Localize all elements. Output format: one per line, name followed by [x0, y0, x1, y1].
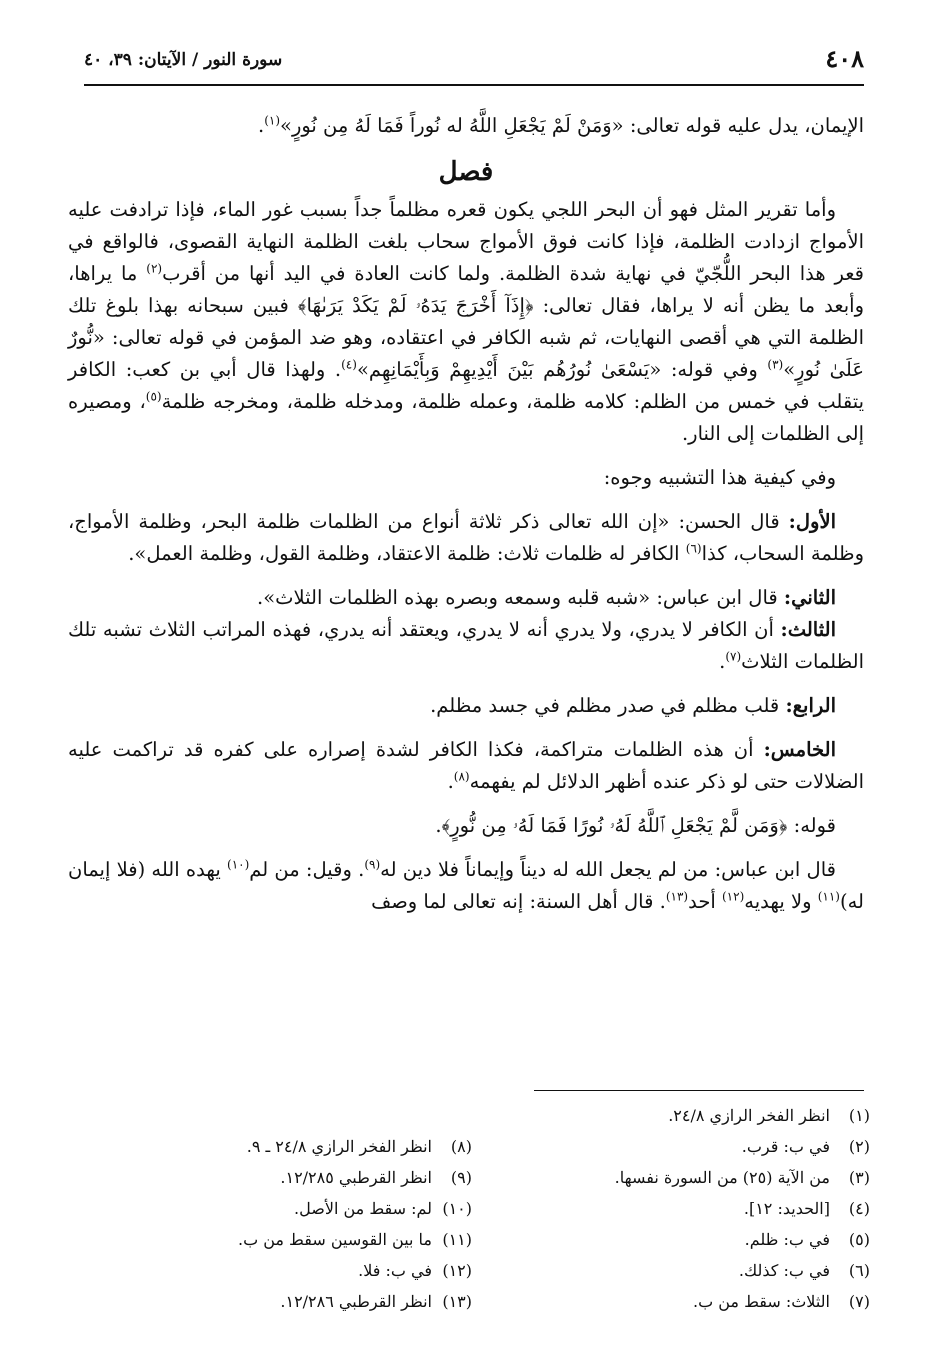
footnote-ref: (٥)	[145, 389, 162, 404]
footnote	[540, 1100, 870, 1131]
spacer	[68, 450, 864, 462]
section-heading: فصل	[438, 157, 494, 187]
text-run: أحد	[688, 890, 722, 913]
text-run: وفي قوله: «يَسْعَىٰ نُورُهُم بَيْنَ أَيْدِيهِمْ وَبِأَيْمَانِهِم»	[356, 358, 768, 381]
footnotes-right-column	[540, 1100, 870, 1317]
footnote-text: في ب: قرب.	[741, 1137, 830, 1156]
paragraph: قوله: ﴿وَمَن لَّمْ يَجْعَلِ ٱللَّهُ لَهُۥ نُورًا فَمَا لَهُۥ مِن نُّورٍ﴾.	[435, 814, 836, 837]
footnote-ref: (١٠)	[227, 857, 250, 872]
text-run: .	[719, 650, 726, 673]
footnote	[142, 1286, 472, 1317]
text-run: . وقيل: من لم	[249, 858, 365, 881]
footnote-text: لم: سقط من الأصل.	[294, 1199, 432, 1218]
footnote-ref: (١٢)	[721, 889, 745, 904]
footnote-ref: (٦)	[685, 541, 702, 556]
paragraph	[68, 110, 864, 142]
paragraph	[68, 506, 864, 570]
text-run: . قال أهل السنة: إنه تعالى لما وصف	[371, 890, 666, 913]
point-label: الثالث:	[780, 618, 836, 641]
footnote-ref: (٩)	[364, 857, 381, 872]
paragraph	[68, 194, 864, 450]
spacer	[68, 722, 864, 734]
footnote-text: انظر القرطبي ١٢/٢٨٦.	[280, 1292, 432, 1311]
footnote	[540, 1193, 870, 1224]
text-run: أن هذه الظلمات متراكمة، فكذا الكافر لشدة إصراره على كفره قد تراكمت عليه الضلالات حتى لو ذكر عنده أظهر الدلائل لم يفهمه	[68, 738, 864, 793]
footnote-rule	[534, 1090, 864, 1091]
footnote-ref: (١)	[264, 113, 281, 128]
text-run: .	[447, 770, 454, 793]
footnote-number: (٨)	[450, 1137, 472, 1156]
footnotes-left-column	[142, 1131, 472, 1317]
paragraph	[68, 690, 864, 722]
footnote-text: [الحديد: ١٢].	[743, 1199, 830, 1218]
point-label: الرابع:	[785, 694, 836, 717]
footnote	[142, 1162, 472, 1193]
footnote-text: انظر الفخر الرازي ٢٤/٨ ـ ٩.	[246, 1137, 432, 1156]
footnote-number: (٤)	[848, 1199, 870, 1218]
footnote-ref: (١٣)	[665, 889, 689, 904]
footnote-text: ما بين القوسين سقط من ب.	[237, 1230, 432, 1249]
text-run: قال ابن عباس: «شبه قلبه وسمعه وبصره بهذه الظلمات الثلاث».	[257, 586, 784, 609]
spacer	[68, 842, 864, 854]
point-label: الخامس:	[763, 738, 836, 761]
footnote-ref: (١١)	[817, 889, 840, 904]
footnote-text: في ب: ظلم.	[744, 1230, 830, 1249]
text-run: ، ومصيره إلى الظلمات إلى النار.	[68, 390, 864, 445]
text-run: قال ابن عباس: من لم يجعل الله له ديناً وإيماناً فلا دين له	[380, 858, 836, 881]
footnote-text: الثلاث: سقط من ب.	[693, 1292, 830, 1311]
footnote	[142, 1193, 472, 1224]
paragraph	[68, 614, 864, 678]
footnote	[540, 1286, 870, 1317]
footnote	[142, 1131, 472, 1162]
footnote-number: (١٣)	[442, 1292, 472, 1311]
paragraph	[68, 582, 864, 614]
footnote-ref: (٨)	[453, 769, 470, 784]
footnote-number: (٧)	[848, 1292, 870, 1311]
text-run: ما يراها، وأبعد ما يظن أنه لا يراها، فقال تعالى: ﴿إِذَآ أَخْرَجَ يَدَهُۥ لَمْ يَكَدْ يَرَىٰهَا﴾ فبين سبحانه بهذا بلوغ تلك الظلمة التي هي أقصى النهايات، ثم شبه الكافر في اعتقاده، وهو ضد المؤمن في قوله تعالى: «نُّورٌ عَلَىٰ نُورٍ»	[68, 262, 865, 381]
text-run: وأما تقرير المثل فهو أن البحر اللجي يكون قعره مظلماً جداً بسبب غور الماء، فإذا ترادفت عليه الأمواج ازدادت الظلمة، فإذا كانت فوق الأمواج سحاب بلغت الظلمة النهاية القصوى، فالواقع في قعر هذا البحر اللُّجّيّ في نهاية شدة الظلمة. ولما كانت العادة في اليد أنها من أقرب	[68, 198, 865, 285]
footnote-ref: (٤)	[341, 357, 357, 372]
footnote-text: في ب: كذلك.	[738, 1261, 830, 1280]
footnote-number: (١٠)	[442, 1199, 472, 1218]
footnote-text: في ب: فلا.	[358, 1261, 432, 1280]
footnote-number: (٩)	[450, 1168, 472, 1187]
footnote-text: انظر القرطبي ١٢/٢٨٥.	[280, 1168, 432, 1187]
text-run: أن الكافر لا يدري، ولا يدري أنه لا يدري، ويعتقد أنه يدري، فهذه المراتب الثلاث تشبه تلك الظلمات الثلاث	[68, 618, 864, 673]
footnote	[540, 1162, 870, 1193]
footnote	[540, 1224, 870, 1255]
spacer	[68, 798, 864, 810]
page-header	[84, 44, 864, 84]
paragraph: وفي كيفية هذا التشبيه وجوه:	[603, 466, 836, 489]
running-title: سورة النور / الآيتان: ٣٩، ٤٠	[84, 50, 283, 70]
paragraph	[68, 854, 864, 918]
header-rule	[84, 84, 864, 86]
footnote-number: (١)	[848, 1106, 870, 1125]
footnote	[540, 1131, 870, 1162]
text-run: يهده الله (فلا إيمان له)	[68, 858, 864, 913]
footnote-number: (٣)	[848, 1168, 870, 1187]
point-label: الثاني:	[783, 586, 836, 609]
spacer	[68, 570, 864, 582]
footnote-number: (٥)	[848, 1230, 870, 1249]
text-run: . ولهذا قال أبي بن كعب: الكافر يتقلب في خمس من الظلم: كلامه ظلمة، وعمله ظلمة، ومدخله ظلمة، ومخرجه ظلمة	[68, 358, 865, 413]
footnote-number: (٢)	[848, 1137, 870, 1156]
text-run: ولا يهديه	[744, 890, 818, 913]
paragraph	[68, 734, 864, 798]
text-run: الإيمان، يدل عليه قوله تعالى: «وَمَنْ لَمْ يَجْعَلِ اللَّهُ له نُوراً فَمَا لَهُ مِن نُورٍ»	[280, 114, 864, 137]
text-run: الكافر له ظلمات ثلاث: ظلمة الاعتقاد، وظلمة القول، وظلمة العمل».	[128, 542, 686, 565]
main-text	[68, 110, 864, 918]
footnote-text: من الآية (٢٥) من السورة نفسها.	[614, 1168, 830, 1187]
text-run: قال الحسن: «إن الله تعالى ذكر ثلاثة أنواع من الظلمات ظلمة البحر، وظلمة الأمواج، وظلمة السحاب، كذا	[68, 510, 864, 565]
footnote-ref: (٧)	[725, 649, 742, 664]
footnote-number: (٦)	[848, 1261, 870, 1280]
footnote-number: (١١)	[442, 1230, 472, 1249]
footnote	[540, 1255, 870, 1286]
point-label: الأول:	[788, 510, 836, 533]
text-run: قلب مظلم في صدر مظلم في جسد مظلم.	[430, 694, 786, 717]
footnote-ref: (٢)	[146, 261, 163, 276]
footnote-ref: (٣)	[767, 357, 784, 372]
footnote	[142, 1224, 472, 1255]
spacer	[68, 494, 864, 506]
footnote-text: انظر الفخر الرازي ٢٤/٨.	[668, 1106, 830, 1125]
page-number: ٤٠٨	[825, 44, 864, 73]
text-run: .	[257, 114, 265, 137]
footnote-number: (١٢)	[442, 1261, 472, 1280]
footnote	[142, 1255, 472, 1286]
spacer	[68, 678, 864, 690]
